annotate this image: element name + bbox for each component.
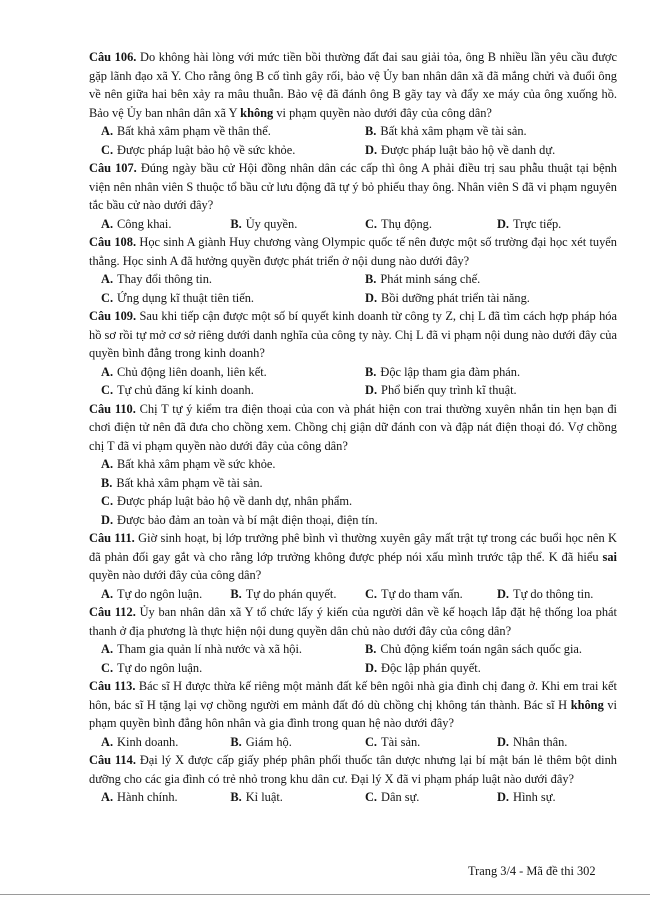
question-109 bbox=[89, 307, 617, 400]
option-a[interactable]: A. Thay đổi thông tin. bbox=[101, 272, 213, 286]
question-number: Câu 107. bbox=[89, 161, 137, 175]
option-b[interactable]: B. Độc lập tham gia đàm phán. bbox=[365, 364, 521, 379]
question-stem bbox=[89, 529, 617, 585]
option-a[interactable]: A. Tự do ngôn luận. bbox=[101, 586, 203, 601]
option-b[interactable]: B. Phát minh sáng chế. bbox=[365, 272, 481, 286]
option-row bbox=[89, 659, 617, 678]
option-c[interactable]: C. Được pháp luật bảo hộ về sức khỏe. bbox=[101, 142, 296, 157]
question-112 bbox=[89, 603, 617, 677]
question-stem bbox=[89, 48, 617, 122]
question-text-after: vi phạm quyền bình đẳng hôn nhân và gia đình trong quan hệ nào dưới đây? bbox=[89, 697, 617, 730]
option-a[interactable]: A. Bất khả xâm phạm về sức khỏe. bbox=[101, 457, 276, 471]
option-c[interactable]: C. Tự do tham vấn. bbox=[364, 586, 463, 601]
question-number: Câu 111. bbox=[89, 531, 135, 545]
option-d[interactable]: D. Độc lập phán quyết. bbox=[365, 660, 481, 675]
question-number: Câu 114. bbox=[89, 753, 136, 767]
question-110 bbox=[89, 400, 617, 530]
option-a[interactable]: A. Công khai. bbox=[101, 216, 172, 231]
option-a[interactable]: A. Kinh doanh. bbox=[101, 734, 179, 749]
option-row bbox=[89, 788, 617, 807]
question-number: Câu 106. bbox=[89, 50, 137, 64]
question-106 bbox=[89, 48, 617, 159]
question-stem bbox=[89, 603, 617, 640]
question-number: Câu 113. bbox=[89, 679, 136, 693]
option-d[interactable]: D. Được bảo đảm an toàn và bí mật điện thoại, điện tín. bbox=[101, 512, 378, 527]
option-row bbox=[89, 141, 617, 160]
question-stem bbox=[89, 677, 617, 733]
option-row bbox=[89, 289, 617, 308]
question-text: Do không hài lòng với mức tiền bồi thường đất đai sau giải tỏa, ông B nhiều lần yêu cầu được gặp lãnh đạo xã Y. Cho rằng ông B cố tình gây rối, bảo vệ Ủy ban nhân dân xã đã mắng chửi và đuổi ông về nên giữa hai bên xảy ra mâu thuẫn. Bảo vệ đã đánh ông B gãy tay và đẩy xe máy của ông xuống hồ. Bảo vệ Ủy ban nhân dân xã Y bbox=[89, 50, 617, 120]
question-114 bbox=[89, 751, 617, 807]
option-c[interactable]: C. Được pháp luật bảo hộ về danh dự, nhân phẩm. bbox=[101, 494, 353, 508]
option-a[interactable]: A. Hành chính. bbox=[101, 790, 178, 804]
question-text: Đại lý X được cấp giấy phép phân phối thuốc tân dược nhưng lại bí mật bán lẻ thêm bột dinh dưỡng cho các gia đình có trẻ nhỏ trong khu dân cư. Đại lý X đã vi phạm pháp luật nào dưới đây? bbox=[89, 753, 617, 786]
question-stem bbox=[89, 400, 617, 456]
option-b[interactable]: B. Bất khả xâm phạm về tài sản. bbox=[101, 475, 263, 490]
question-number: Câu 112. bbox=[89, 605, 136, 619]
option-b[interactable]: B. Tự do phán quyết. bbox=[230, 586, 337, 601]
option-b[interactable]: B. Giám hộ. bbox=[230, 734, 292, 749]
question-text-after: vi phạm quyền nào dưới đây của công dân? bbox=[273, 105, 492, 120]
option-row bbox=[89, 585, 617, 604]
question-list bbox=[89, 48, 617, 807]
question-stem bbox=[89, 307, 617, 363]
question-text: Giờ sinh hoạt, bị lớp trưởng phê bình vì thường xuyên gây mất trật tự trong các buổi học nên K đã phản đối gay gắt và cho rằng lớp trưởng không được phép nói xấu mình trước tập thể. K đã hiểu bbox=[89, 531, 617, 564]
option-b[interactable]: B. Kỉ luật. bbox=[230, 790, 283, 804]
option-b[interactable]: B. Chủ động kiểm toán ngân sách quốc gia. bbox=[365, 642, 583, 656]
option-row bbox=[89, 270, 617, 289]
option-a[interactable]: A. Chủ động liên doanh, liên kết. bbox=[101, 364, 267, 379]
option-c[interactable]: C. Thụ động. bbox=[364, 216, 432, 231]
question-keyword: không bbox=[570, 697, 604, 712]
question-keyword: sai bbox=[602, 549, 617, 564]
option-row bbox=[89, 215, 617, 234]
option-d[interactable]: D. Hình sự. bbox=[496, 790, 556, 804]
question-text: Bác sĩ H được thừa kế riêng một mảnh đất kế bên ngôi nhà gia đình chị đang ở. Khi em trai kết hôn, bác sĩ H tặng lại vợ chồng người em mảnh đất đó dù chồng chị không tán thành. Bác sĩ H bbox=[89, 679, 617, 712]
option-c[interactable]: C. Tự do ngôn luận. bbox=[101, 660, 203, 675]
option-a[interactable]: A. Tham gia quản lí nhà nước và xã hội. bbox=[101, 642, 303, 656]
option-row bbox=[89, 640, 617, 659]
question-number: Câu 110. bbox=[89, 401, 136, 416]
page-footer: Trang 3/4 - Mã đề thi 302 bbox=[468, 864, 596, 878]
question-keyword: không bbox=[240, 105, 274, 120]
option-c[interactable]: C. Tự chủ đăng kí kinh doanh. bbox=[101, 383, 254, 397]
option-d[interactable]: D. Tự do thông tin. bbox=[496, 586, 594, 601]
option-d[interactable]: D. Phổ biến quy trình kĩ thuật. bbox=[365, 383, 517, 397]
question-107 bbox=[89, 159, 617, 233]
question-stem bbox=[89, 233, 617, 270]
question-text: Chị T tự ý kiểm tra điện thoại của con và phát hiện con trai thường xuyên nhắn tin hẹn bạn đi chơi điện tử nên đã đưa cho chồng xem. Chồng chị giận dữ đánh con và đập nát điện thoại đó. Vợ chồng chị T đã vi phạm quyền nào dưới đây của công dân? bbox=[89, 401, 617, 453]
option-row bbox=[89, 122, 617, 141]
option-row bbox=[89, 363, 617, 382]
option-c[interactable]: C. Tài sản. bbox=[364, 734, 421, 749]
question-113 bbox=[89, 677, 617, 751]
question-number: Câu 108. bbox=[89, 235, 137, 249]
question-text-after: quyền nào dưới đây của công dân? bbox=[89, 568, 262, 582]
question-number: Câu 109. bbox=[89, 309, 137, 323]
bottom-divider bbox=[0, 894, 650, 895]
option-b[interactable]: B. Bất khả xâm phạm về tài sản. bbox=[365, 124, 527, 138]
option-row bbox=[89, 381, 617, 400]
question-stem bbox=[89, 751, 617, 788]
question-text: Học sinh A giành Huy chương vàng Olympic quốc tế nên được một số trường đại học xét tuyển thẳng. Học sinh A đã hưởng quyền được phát triển ở nội dung nào dưới đây? bbox=[89, 235, 617, 268]
question-text: Sau khi tiếp cận được một số bí quyết kinh doanh từ công ty Z, chị L đã tìm cách hợp pháp hóa hồ sơ rồi tự mở cơ sở riêng dưới danh nghĩa của công ty này. Chị L đã vi phạm nội dung nào dưới đây của quyền bình đẳng trong kinh doanh? bbox=[89, 309, 617, 360]
option-b[interactable]: B. Ủy quyền. bbox=[230, 216, 298, 231]
question-111 bbox=[89, 529, 617, 603]
option-row bbox=[89, 733, 617, 752]
option-d[interactable]: D. Nhân thân. bbox=[496, 734, 568, 749]
option-c[interactable]: C. Ứng dụng kĩ thuật tiên tiến. bbox=[101, 290, 254, 305]
question-108 bbox=[89, 233, 617, 307]
option-a[interactable]: A. Bất khả xâm phạm về thân thể. bbox=[101, 124, 271, 138]
option-d[interactable]: D. Được pháp luật bảo hộ về danh dự. bbox=[365, 142, 556, 157]
option-c[interactable]: C. Dân sự. bbox=[364, 790, 420, 804]
option-d[interactable]: D. Trực tiếp. bbox=[496, 216, 562, 231]
question-text: Ủy ban nhân dân xã Y tổ chức lấy ý kiến của người dân về kế hoạch lắp đặt hệ thống loa phát thanh ở địa phương là thực hiện nội dung quyền dân chủ nào dưới đây của công dân? bbox=[89, 605, 617, 638]
question-text: Đúng ngày bầu cử Hội đồng nhân dân các cấp thì ông A phải điều trị sau phẫu thuật tại bệnh viện nên nhân viên S thuộc tổ bầu cử lưu động đã tự ý bỏ phiếu thay ông. Nhân viên S đã vi phạm nguyên tắc bầu cử nào dưới đây? bbox=[89, 161, 618, 212]
option-d[interactable]: D. Bồi dưỡng phát triển tài năng. bbox=[365, 290, 530, 305]
question-stem bbox=[89, 159, 617, 215]
